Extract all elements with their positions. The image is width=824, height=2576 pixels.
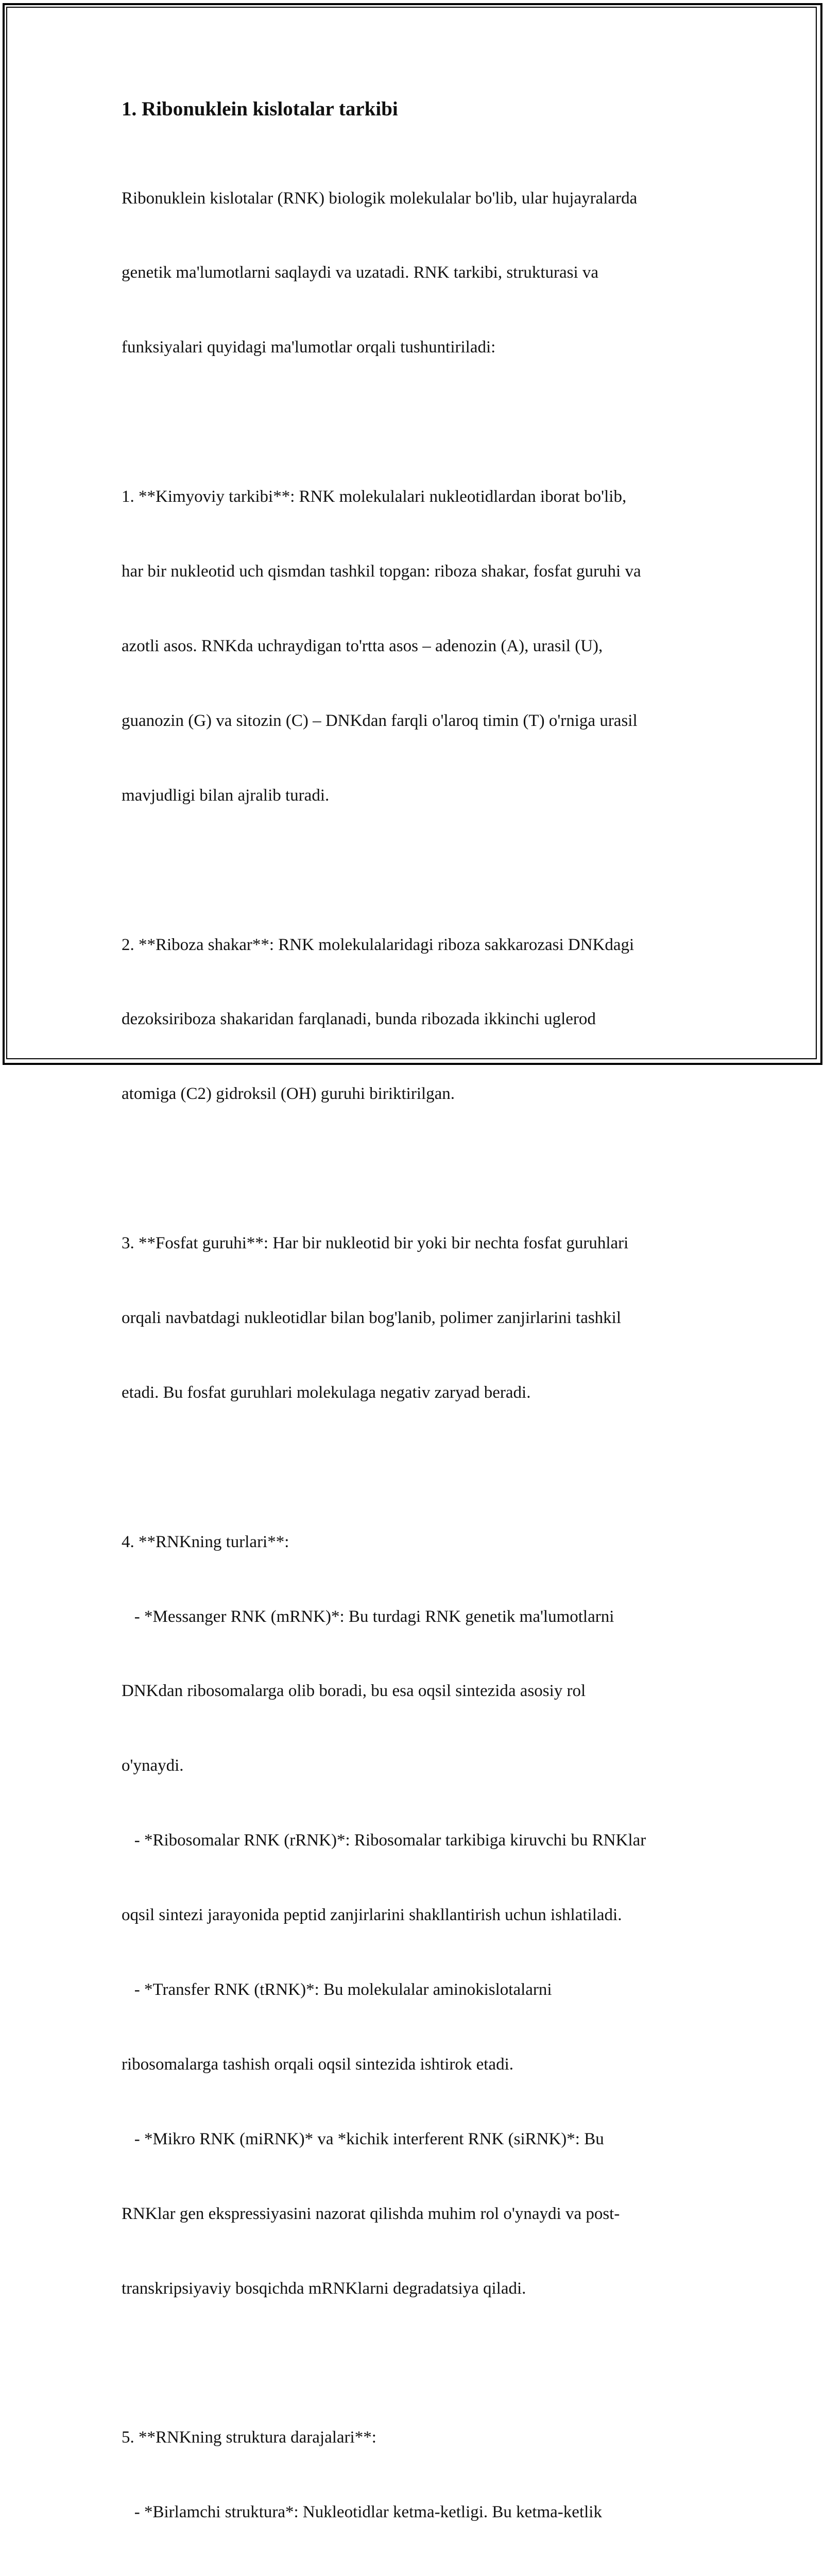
text-line: o'ynaydi. xyxy=(122,1756,184,1775)
document-body xyxy=(122,136,714,2576)
text-line: Ribonuklein kislotalar (RNK) biologik molekulalar bo'lib, ular hujayralarda xyxy=(122,189,638,208)
text-line: atomiga (C2) gidroksil (OH) guruhi biriktirilgan. xyxy=(122,1084,455,1104)
text-line: - *Ribosomalar RNK (rRNK)*: Ribosomalar tarkibiga kiruvchi bu RNKlar xyxy=(122,1831,646,1850)
text-line: 5. **RNKning struktura darajalari**: xyxy=(122,2428,376,2447)
text-line: funksiyalari quyidagi ma'lumotlar orqali tushuntiriladi: xyxy=(122,338,496,357)
text-line: azotli asos. RNKda uchraydigan to'rtta asos – adenozin (A), urasil (U), xyxy=(122,636,603,655)
text-line: ribosomalarga tashish orqali oqsil sintezida ishtirok etadi. xyxy=(122,2055,513,2074)
text-line: - *Mikro RNK (miRNK)* va *kichik interferent RNK (siRNK)*: Bu xyxy=(122,2129,604,2148)
text-line: - *Transfer RNK (tRNK)*: Bu molekulalar aminokislotalarni xyxy=(122,1980,552,1999)
text-line: mavjudligi bilan ajralib turadi. xyxy=(122,786,330,805)
text-line: guanozin (G) va sitozin (C) – DNKdan farqli o'laroq timin (T) o'rniga urasil xyxy=(122,711,638,730)
document-content xyxy=(122,94,714,2576)
section-heading: 1. Ribonuklein kislotalar tarkibi xyxy=(122,98,398,120)
text-line: - *Messanger RNK (mRNK)*: Bu turdagi RNK genetik ma'lumotlarni xyxy=(122,1607,614,1626)
blank-line xyxy=(122,858,714,883)
text-line: oqsil sintezi jarayonida peptid zanjirlarini shakllantirish uchun ishlatiladi. xyxy=(122,1906,622,1925)
text-line: genetik ma'lumotlarni saqlaydi va uzatadi. RNK tarkibi, strukturasi va xyxy=(122,263,599,282)
text-line: 3. **Fosfat guruhi**: Har bir nukleotid bir yoki bir nechta fosfat guruhlari xyxy=(122,1234,629,1253)
text-line: 4. **RNKning turlari**: xyxy=(122,1532,289,1551)
text-line: - *Birlamchi struktura*: Nukleotidlar ketma-ketligi. Bu ketma-ketlik xyxy=(122,2503,602,2522)
blank-line xyxy=(122,1455,714,1480)
text-line: RNKlar gen ekspressiyasini nazorat qilishda muhim rol o'ynaydi va post- xyxy=(122,2204,620,2223)
text-line: 1. **Kimyoviy tarkibi**: RNK molekulalari nukleotidlardan iborat bo'lib, xyxy=(122,487,627,506)
text-line: 2. **Riboza shakar**: RNK molekulalaridagi riboza sakkarozasi DNKdagi xyxy=(122,935,634,954)
text-line: etadi. Bu fosfat guruhlari molekulaga negativ zaryad beradi. xyxy=(122,1383,531,1402)
text-line: transkripsiyaviy bosqichda mRNKlarni degradatsiya qiladi. xyxy=(122,2279,526,2298)
blank-line xyxy=(122,1156,714,1181)
text-line: dezoksiriboza shakaridan farqlanadi, bunda ribozada ikkinchi uglerod xyxy=(122,1010,596,1029)
text-line: orqali navbatdagi nukleotidlar bilan bog'lanib, polimer zanjirlarini tashkil xyxy=(122,1308,622,1327)
text-line: DNKdan ribosomalarga olib boradi, bu esa oqsil sintezida asosiy rol xyxy=(122,1682,586,1701)
blank-line xyxy=(122,410,714,434)
text-line: har bir nukleotid uch qismdan tashkil topgan: riboza shakar, fosfat guruhi va xyxy=(122,562,641,581)
blank-line xyxy=(122,2350,714,2375)
